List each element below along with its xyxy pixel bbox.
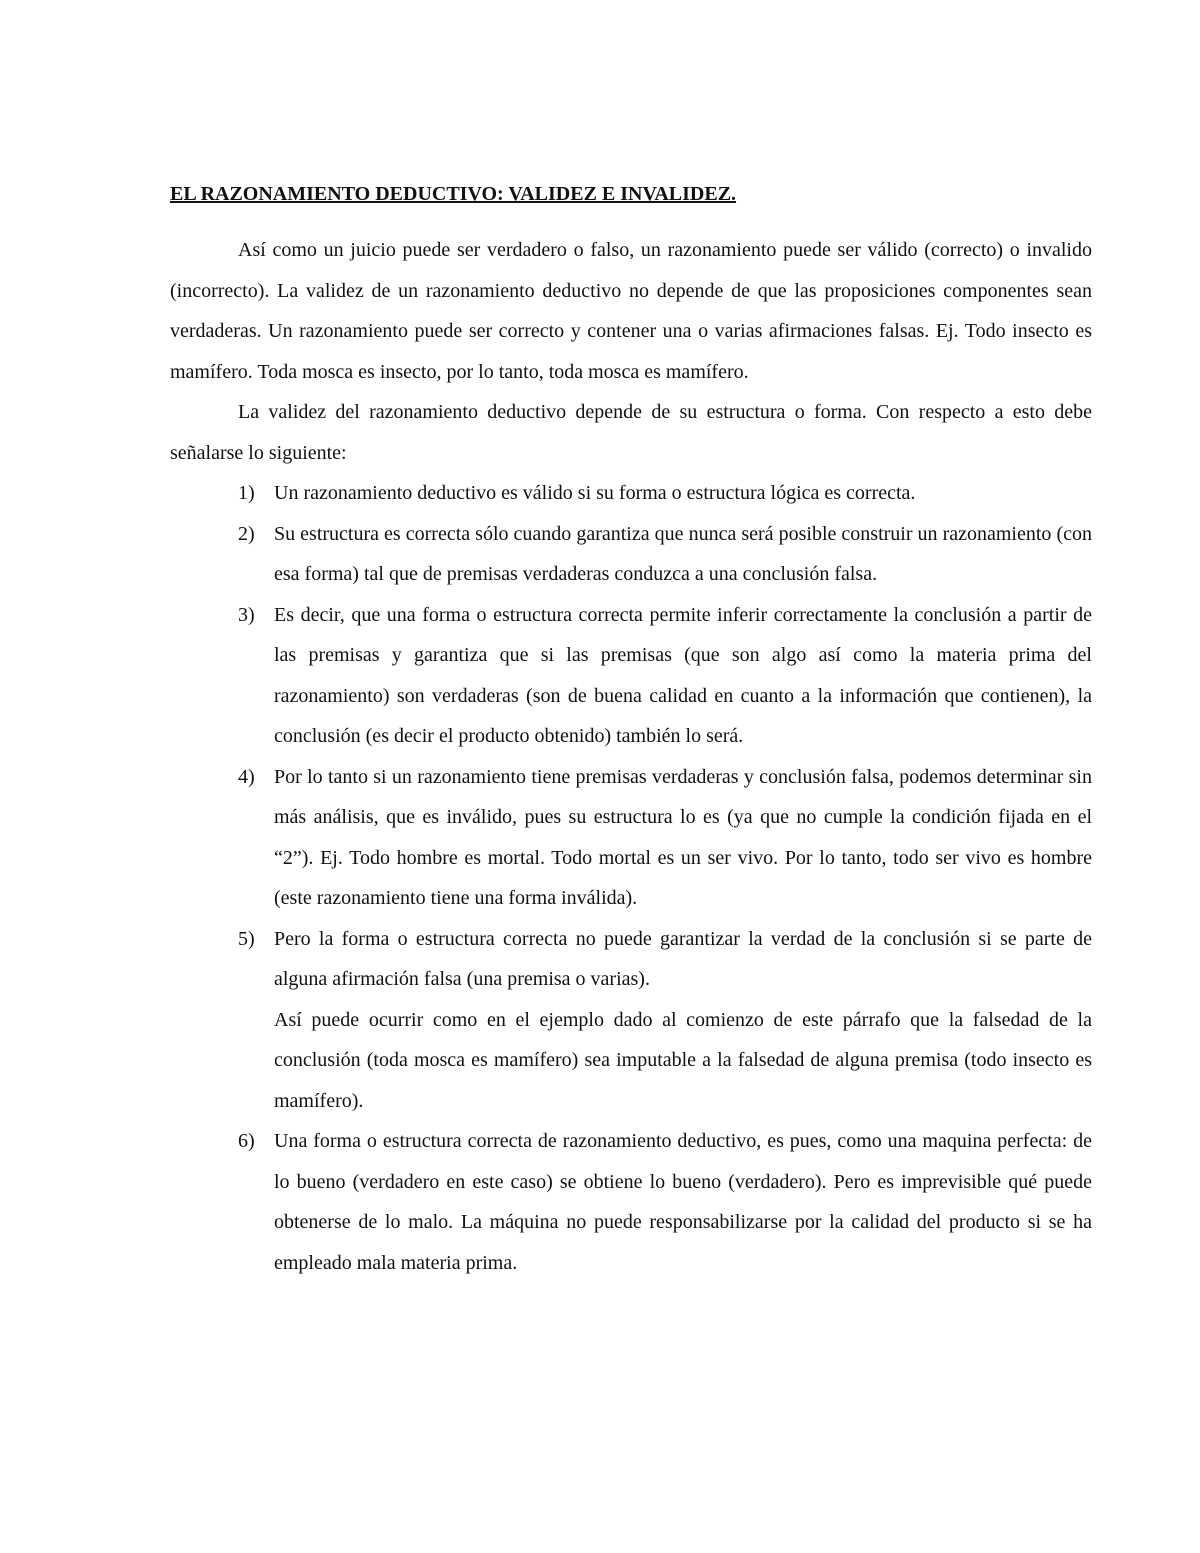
- list-item-text: Es decir, que una forma o estructura correcta permite inferir correctamente la conclusión a partir de las premisas y garantiza que si las premisas (que son algo así como la materia prima del razonamiento) son verdaderas (son de buena calidad en cuanto a la información que contienen), la conclusión (es decir el producto obtenido) también lo será.: [274, 603, 1092, 747]
- list-item: [170, 1121, 1092, 1283]
- numbered-list: [170, 473, 1092, 1283]
- list-item-text: Pero la forma o estructura correcta no puede garantizar la verdad de la conclusión si se parte de alguna afirmación falsa (una premisa o varias).: [274, 927, 1092, 990]
- list-item: [170, 919, 1092, 1122]
- document-page: [170, 178, 1092, 1283]
- list-item-continuation: Así puede ocurrir como en el ejemplo dado al comienzo de este párrafo que la falsedad de la conclusión (toda mosca es mamífero) sea imputable a la falsedad de alguna premisa (todo insecto es mamífero).: [274, 1008, 1092, 1112]
- list-item-number: 1): [238, 482, 255, 504]
- document-title: EL RAZONAMIENTO DEDUCTIVO: VALIDEZ E INVALIDEZ.: [170, 183, 737, 205]
- list-item-number: 2): [238, 522, 255, 545]
- list-item: [170, 595, 1092, 757]
- list-item-text: Su estructura es correcta sólo cuando garantiza que nunca será posible construir un razonamiento (con esa forma) tal que de premisas verdaderas conduzca a una conclusión falsa.: [274, 522, 1092, 585]
- list-item-text: Una forma o estructura correcta de razonamiento deductivo, es pues, como una maquina perfecta: de lo bueno (verdadero en este caso) se obtiene lo bueno (verdadero). Pero es imprevisible qué puede obtenerse de lo malo. La máquina no puede responsabilizarse por la calidad del producto si se ha empleado mala materia prima.: [274, 1130, 1092, 1274]
- list-item-number: 4): [238, 765, 255, 788]
- intro-paragraph: Así como un juicio puede ser verdadero o falso, un razonamiento puede ser válido (correcto) o invalido (incorrecto). La validez de un razonamiento deductivo no depende de que las proposiciones componentes sean verdaderas. Un razonamiento puede ser correcto y contener una o varias afirmaciones falsas. Ej. Todo insecto es mamífero. Toda mosca es insecto, por lo tanto, toda mosca es mamífero.: [170, 239, 1092, 383]
- list-item-number: 6): [238, 1130, 255, 1152]
- list-item-text: Por lo tanto si un razonamiento tiene premisas verdaderas y conclusión falsa, podemos determinar sin más análisis, que es inválido, pues su estructura lo es (ya que no cumple la condición fijada en el “2”). Ej. Todo hombre es mortal. Todo mortal es un ser vivo. Por lo tanto, todo ser vivo es hombre (este razonamiento tiene una forma inválida).: [274, 765, 1092, 909]
- list-item: [170, 473, 1092, 514]
- list-item-number: 3): [238, 603, 255, 626]
- list-item-number: 5): [238, 927, 255, 950]
- list-item: [170, 757, 1092, 919]
- list-item-text: Un razonamiento deductivo es válido si su forma o estructura lógica es correcta.: [274, 482, 916, 504]
- list-item: [170, 514, 1092, 595]
- structure-paragraph: La validez del razonamiento deductivo depende de su estructura o forma. Con respecto a esto debe señalarse lo siguiente:: [170, 401, 1092, 464]
